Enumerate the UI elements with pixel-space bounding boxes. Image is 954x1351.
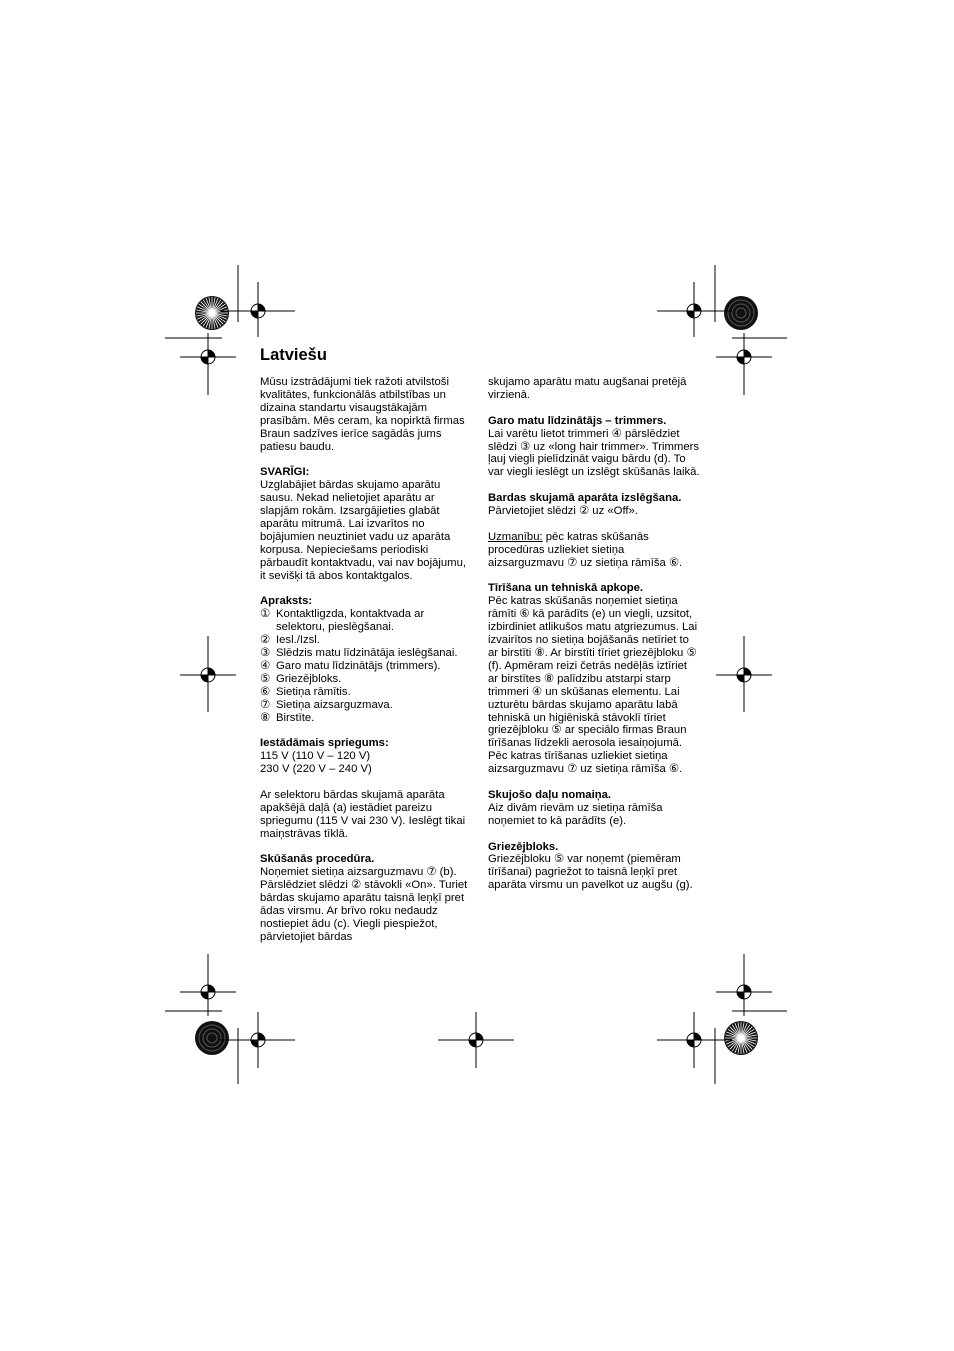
cutter-block-text: Griezējbloku ⑤ var noņemt (piemēram tīrīšanai) pagriežot to taisnā leņķī pret aparāta virsmu un pavelkot uz augšu (g). [488, 853, 693, 892]
trimmer-section [488, 415, 700, 480]
note-section [488, 531, 700, 570]
cleaning-section [488, 582, 700, 776]
item-number: ④ [260, 659, 271, 672]
list-item [260, 634, 472, 647]
item-number: ① [260, 608, 271, 621]
cleaning-text: Pēc katras skūšanās noņemiet sietiņa rāmīti ⑥ kā parādīts (e) un viegli, uzsitot, izbirdiniet atlikušos matu atgriezumus. Lai izvairītos no sietiņa bojāšanās netīriet to ar birstīti ⑧. Ar birstīti tīriet griezējbloku ⑤ (f). Apmēram reizi četrās nedēļās iztīriet ar birstītes ⑧ palīdzibu atstarpi starp trimmeri ④ un skūšanas elementu. Lai uzturētu bārdas skujamo aparātu labā tehniskā un higiēniskā stāvoklī tīriet griezējbloku ⑤ ar speciālo firmas Braun tīrīšanas līdzekli aerosola iesaiņojumā. Pēc katras tīrīšanas uzliekiet sietiņa aizsarguzmavu ⑦ uz sietiņa rāmīša ⑥. [488, 595, 698, 776]
item-text: Slēdzis matu līdzinātāja ieslēgšanai. [276, 647, 458, 659]
item-text: Sietiņa rāmītis. [276, 685, 351, 698]
switch-off-section [488, 492, 700, 518]
item-number: ⑤ [260, 672, 271, 685]
cleaning-heading: Tīrīšana un tehniskā apkope. [488, 582, 644, 595]
item-text: Iesl./Izsl. [276, 634, 320, 647]
shaving-text: Noņemiet sietiņa aizsarguzmavu ⑦ (b). Pārslēdziet slēdzi ② stāvokli «On». Turiet bārdas skujamo aparātu taisnā leņķī pret ādas virsmu. Ar brīvo roku nedaudz nostiepiet ādu (c). Viegli piespiežot, pārvietojiet bārdas [260, 866, 468, 943]
left-column [260, 376, 472, 957]
parts-replacement-heading: Skujošo daļu nomaiņa. [488, 788, 612, 801]
right-column [488, 376, 700, 905]
list-item [260, 647, 472, 660]
item-number: ② [260, 634, 271, 647]
voltage-line-2: 230 V (220 V – 240 V) [260, 763, 372, 776]
item-text: Kontaktligzda, kontaktvada ar selektoru, pieslēgšanai. [276, 608, 425, 634]
switch-off-text: Pārvietojiet slēdzi ② uz «Off». [488, 505, 638, 518]
item-text: Garo matu līdzinātājs (trimmers). [276, 659, 441, 672]
important-heading: SVARĪGI: [260, 466, 310, 479]
item-text: Griezējbloks. [276, 672, 342, 685]
shaving-heading: Skūšanās procedūra. [260, 853, 375, 866]
parts-replacement-text: Aiz divām rievām uz sietiņa rāmīša noņemiet to kā parādīts (e). [488, 801, 663, 827]
important-section [260, 466, 472, 582]
list-item [260, 660, 472, 673]
description-heading: Apraksts: [260, 595, 313, 608]
switch-off-heading: Bardas skujamā aparāta izslēgšana. [488, 492, 682, 505]
list-item [260, 673, 472, 686]
list-item [260, 686, 472, 699]
item-text: Sietiņa aizsarguzmava. [276, 698, 393, 711]
voltage-line-1: 115 V (110 V – 120 V) [260, 750, 371, 763]
note-text: pēc katras skūšanās procedūras uzliekiet sietiņa aizsarguzmavu ⑦ uz sietiņa rāmīša ⑥. [488, 530, 683, 569]
intro-paragraph: Mūsu izstrādājumi tiek ražoti atvilstoši kvalitātes, funkcionālās atbilstības un dizaina standartu visaugstākajām prasībām. Mēs ceram, ka nopirktā firmas Braun sadzīves ierīce sagādās jums patiesu baudu. [260, 376, 465, 453]
voltage-section [260, 737, 472, 776]
item-number: ⑦ [260, 698, 271, 711]
note-label: Uzmanību: [488, 530, 543, 543]
important-text: Uzglabājiet bārdas skujamo aparātu sausu. Nekad nelietojiet aparātu ar slapjām rokām. Izsargājieties glabāt aparātu mitrumā. Lai izvarītos no bojājumien neuztiniet vadu uz aparāta korpusa. Nepieciešams periodiski pārbaudīt kontaktvadu, vai nav bojājumu, it sevišķi tā abos kontaktgalos. [260, 479, 466, 582]
selector-paragraph: Ar selektoru bārdas skujamā aparāta apakšējā daļā (a) iestādiet pareizu spriegumu (115 V vai 230 V). Ieslēgt tikai maiņstrāvas tīklā. [260, 788, 466, 840]
continued-paragraph: skujamo aparātu matu augšanai pretējā virzienā. [488, 376, 687, 401]
list-item [260, 608, 472, 634]
cutter-block-heading: Griezējbloks. [488, 840, 559, 853]
item-number: ⑧ [260, 711, 271, 724]
item-text: Birstīte. [276, 711, 315, 724]
voltage-heading: Iestādāmais spriegums: [260, 737, 389, 750]
shaving-section [260, 853, 472, 943]
trimmer-text: Lai varētu lietot trimmeri ④ pārslēdziet slēdzi ③ uz «long hair trimmer». Trimmers ļauj viegli pielīdzināt vaigu bārdu (d). To var viegli ieslēgt un izslēgt skūšanās laikā. [488, 427, 700, 479]
list-item [260, 712, 472, 725]
item-number: ⑥ [260, 685, 271, 698]
description-section [260, 595, 472, 724]
parts-replacement-section [488, 789, 700, 828]
item-number: ③ [260, 647, 271, 659]
trimmer-heading: Garo matu līdzinātājs – trimmers. [488, 414, 667, 427]
list-item [260, 699, 472, 712]
page-title: Latviešu [260, 346, 327, 364]
cutter-block-section [488, 841, 700, 893]
